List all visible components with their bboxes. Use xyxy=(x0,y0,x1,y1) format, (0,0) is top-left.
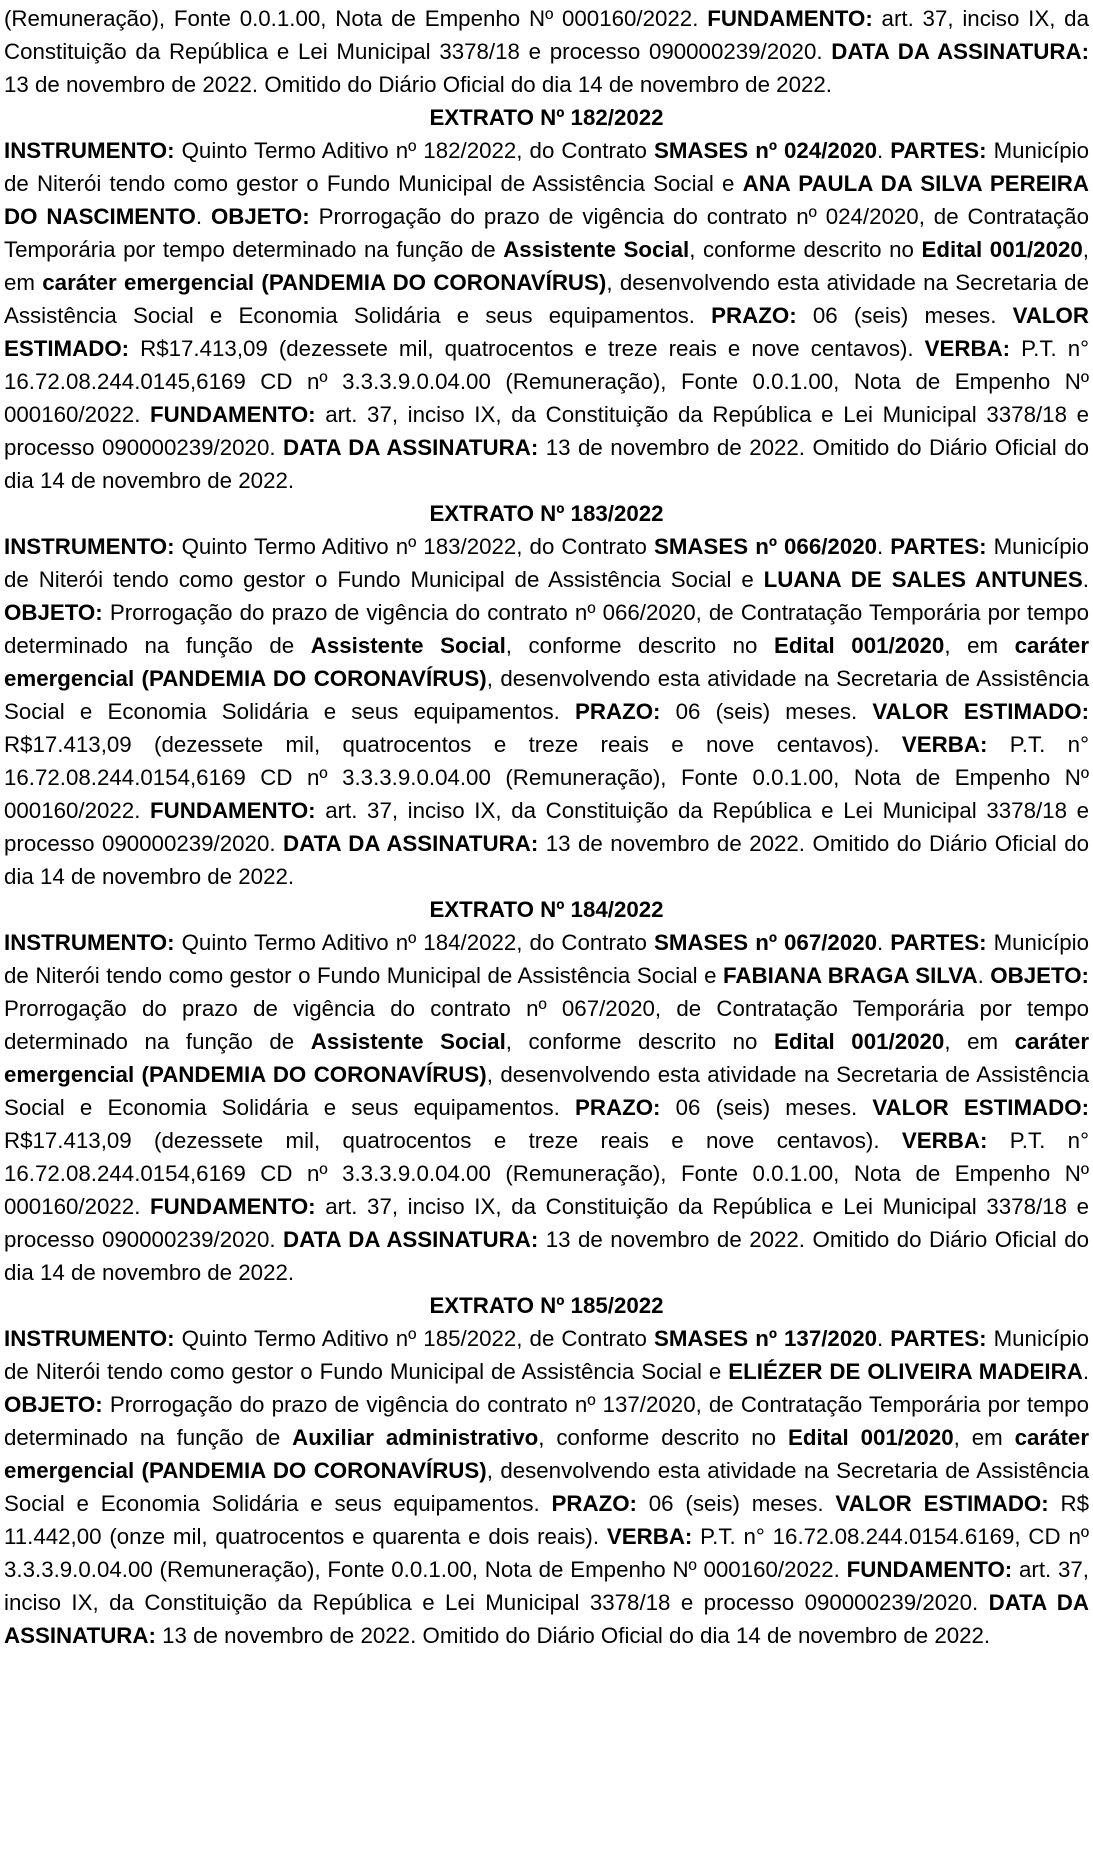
intro-paragraph: (Remuneração), Fonte 0.0.1.00, Nota de Empenho Nº 000160/2022. FUNDAMENTO: art. 37, inciso IX, da Constituição da República e Lei Municipal 3378/18 e processo 090000239/2020. DATA DA ASSINATURA: 13 de novembro de 2022. Omitido do Diário Oficial do dia 14 de novembro de 2022. xyxy=(4,6,1090,97)
extrato-body: INSTRUMENTO: Quinto Termo Aditivo nº 185/2022, de Contrato SMASES nº 137/2020. PARTES: Município de Niterói tendo como gestor o Fundo Municipal de Assistência Social e ELIÉZER DE OLIVEIRA MADEIRA. OBJETO: Prorrogação do prazo de vigência do contrato nº 137/2020, de Contratação Temporária por tempo determinado na função de Auxiliar administrativo, conforme descrito no Edital 001/2020, em caráter emergencial (PANDEMIA DO CORONAVÍRUS), desenvolvendo esta atividade na Secretaria de Assistência Social e Economia Solidária e seus equipamentos. PRAZO: 06 (seis) meses. VALOR ESTIMADO: R$ 11.442,00 (onze mil, quatrocentos e quarenta e dois reais). VERBA: P.T. n° 16.72.08.244.0154.6169, CD nº 3.3.3.9.0.04.00 (Remuneração), Fonte 0.0.1.00, Nota de Empenho Nº 000160/2022. FUNDAMENTO: art. 37, inciso IX, da Constituição da República e Lei Municipal 3378/18 e processo 090000239/2020. DATA DA ASSINATURA: 13 de novembro de 2022. Omitido do Diário Oficial do dia 14 de novembro de 2022. xyxy=(4,1326,1090,1648)
extrato-title: EXTRATO Nº 184/2022 xyxy=(429,897,664,922)
extrato-title: EXTRATO Nº 183/2022 xyxy=(429,501,664,526)
extrato-title: EXTRATO Nº 182/2022 xyxy=(429,105,664,130)
extrato-body: INSTRUMENTO: Quinto Termo Aditivo nº 182/2022, do Contrato SMASES nº 024/2020. PARTES: Município de Niterói tendo como gestor o Fundo Municipal de Assistência Social e ANA PAULA DA SILVA PEREIRA DO NASCIMENTO. OBJETO: Prorrogação do prazo de vigência do contrato nº 024/2020, de Contratação Temporária por tempo determinado na função de Assistente Social, conforme descrito no Edital 001/2020, em caráter emergencial (PANDEMIA DO CORONAVÍRUS), desenvolvendo esta atividade na Secretaria de Assistência Social e Economia Solidária e seus equipamentos. PRAZO: 06 (seis) meses. VALOR ESTIMADO: R$17.413,09 (dezessete mil, quatrocentos e treze reais e nove centavos). VERBA: P.T. n° 16.72.08.244.0145,6169 CD nº 3.3.3.9.0.04.00 (Remuneração), Fonte 0.0.1.00, Nota de Empenho Nº 000160/2022. FUNDAMENTO: art. 37, inciso IX, da Constituição da República e Lei Municipal 3378/18 e processo 090000239/2020. DATA DA ASSINATURA: 13 de novembro de 2022. Omitido do Diário Oficial do dia 14 de novembro de 2022. xyxy=(4,138,1090,493)
extrato-body: INSTRUMENTO: Quinto Termo Aditivo nº 184/2022, do Contrato SMASES nº 067/2020. PARTES: Município de Niterói tendo como gestor o Fundo Municipal de Assistência Social e FABIANA BRAGA SILVA. OBJETO: Prorrogação do prazo de vigência do contrato nº 067/2020, de Contratação Temporária por tempo determinado na função de Assistente Social, conforme descrito no Edital 001/2020, em caráter emergencial (PANDEMIA DO CORONAVÍRUS), desenvolvendo esta atividade na Secretaria de Assistência Social e Economia Solidária e seus equipamentos. PRAZO: 06 (seis) meses. VALOR ESTIMADO: R$17.413,09 (dezessete mil, quatrocentos e treze reais e nove centavos). VERBA: P.T. n° 16.72.08.244.0154,6169 CD nº 3.3.3.9.0.04.00 (Remuneração), Fonte 0.0.1.00, Nota de Empenho Nº 000160/2022. FUNDAMENTO: art. 37, inciso IX, da Constituição da República e Lei Municipal 3378/18 e processo 090000239/2020. DATA DA ASSINATURA: 13 de novembro de 2022. Omitido do Diário Oficial do dia 14 de novembro de 2022. xyxy=(4,930,1090,1285)
extrato-title: EXTRATO Nº 185/2022 xyxy=(429,1293,664,1318)
extrato-body: INSTRUMENTO: Quinto Termo Aditivo nº 183/2022, do Contrato SMASES nº 066/2020. PARTES: Município de Niterói tendo como gestor o Fundo Municipal de Assistência Social e LUANA DE SALES ANTUNES. OBJETO: Prorrogação do prazo de vigência do contrato nº 066/2020, de Contratação Temporária por tempo determinado na função de Assistente Social, conforme descrito no Edital 001/2020, em caráter emergencial (PANDEMIA DO CORONAVÍRUS), desenvolvendo esta atividade na Secretaria de Assistência Social e Economia Solidária e seus equipamentos. PRAZO: 06 (seis) meses. VALOR ESTIMADO: R$17.413,09 (dezessete mil, quatrocentos e treze reais e nove centavos). VERBA: P.T. n° 16.72.08.244.0154,6169 CD nº 3.3.3.9.0.04.00 (Remuneração), Fonte 0.0.1.00, Nota de Empenho Nº 000160/2022. FUNDAMENTO: art. 37, inciso IX, da Constituição da República e Lei Municipal 3378/18 e processo 090000239/2020. DATA DA ASSINATURA: 13 de novembro de 2022. Omitido do Diário Oficial do dia 14 de novembro de 2022. xyxy=(4,534,1090,889)
